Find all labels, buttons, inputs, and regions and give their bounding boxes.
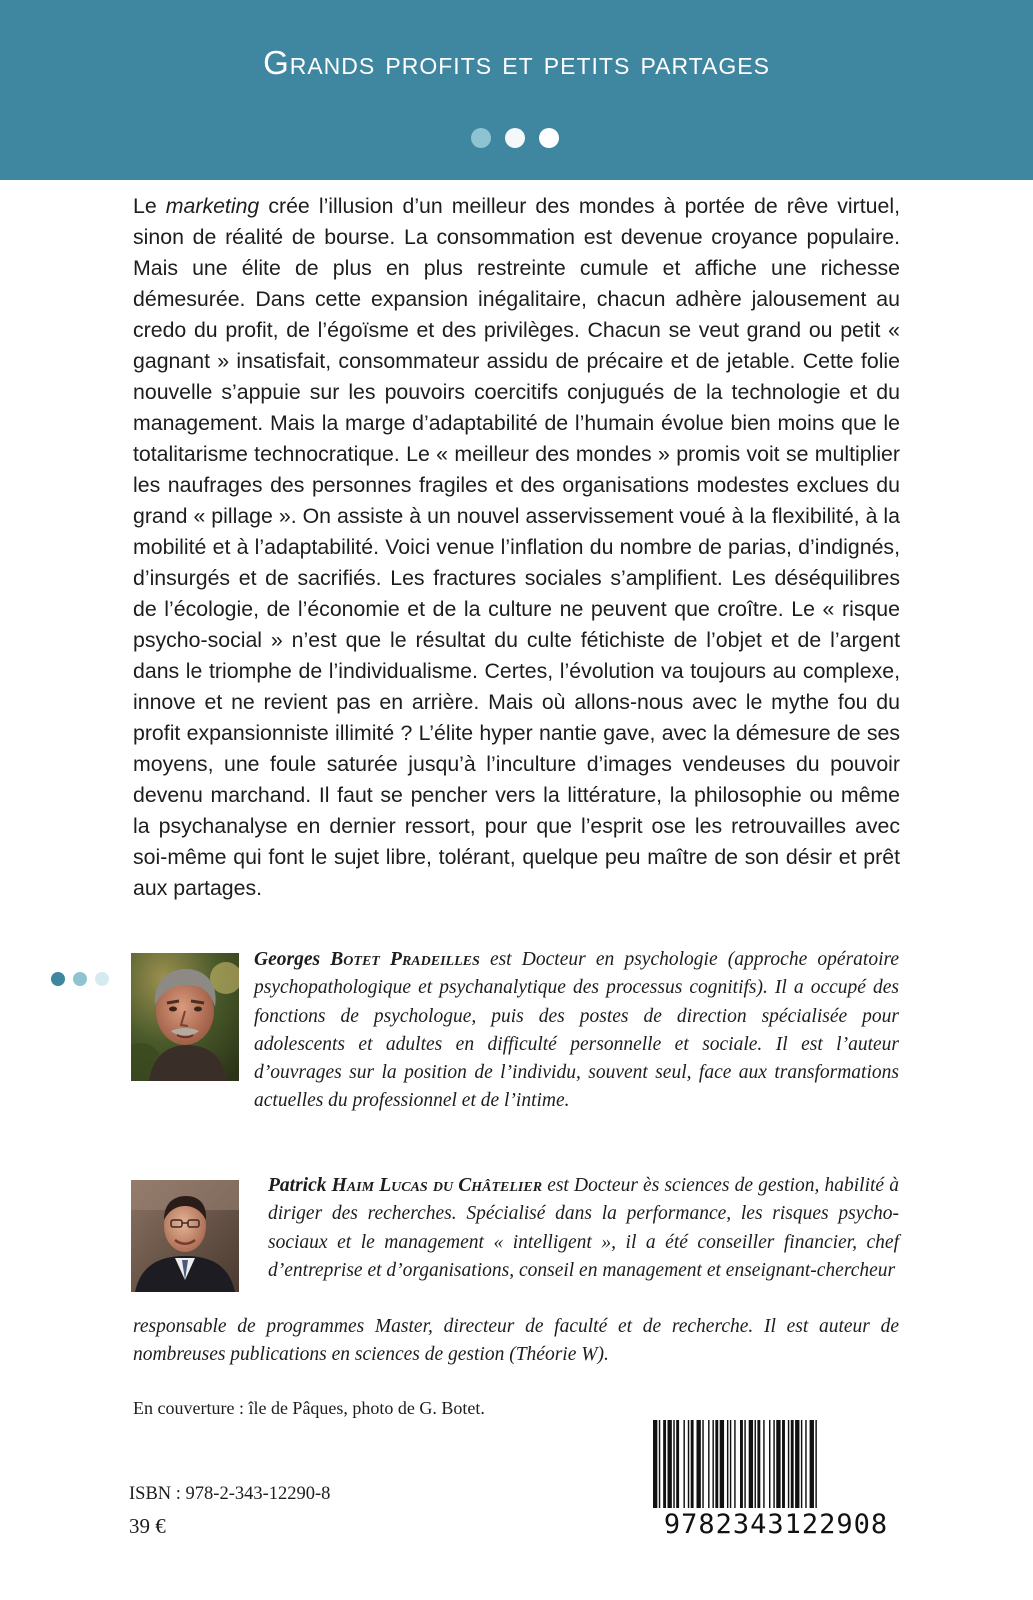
author-last-name-haim: Haim Lucas du Châtelier [331,1175,543,1196]
portrait-haim-image [131,1180,239,1292]
summary-part2: crée l’illusion d’un meilleur des mondes à portée de rêve virtuel, sinon de réalité de bourse. La consommation est devenue croyance populaire. Mais une élite de plus en plus restreinte cumule et affiche une richesse démesurée. Dans cette expansion inégalitaire, chacun adhère jalousement au credo du profit, de l’égoïsme et des privilèges. Chacun se veut grand ou petit « gagnant » insatisfait, consommateur assidu de précaire et de jetable. Cette folie nouvelle s’appuie sur les pouvoirs coercitifs conjugués de la technologie et du management. Mais la marge d’adaptabilité de l’humain évolue bien moins que le totalitarisme technocratique. Le « meilleur des mondes » promis voit se multiplier les naufrages des personnes fragiles et des organisations modestes exclues du grand « pillage ». On assiste à un nouvel asservissement voué à la flexibilité, à la mobilité et à l’adaptabilité. Voici venue l’inflation du nombre de parias, d’indignés, d’insurgés et de sacrifiés. Les fractures sociales s’amplifient. Les déséquilibres de l’écologie, de l’économie et de la culture ne peuvent que croître. Le « risque psycho-social » n’est que le résultat du culte fétichiste de l’objet et de l’argent dans le triomphe de l’individualisme. Certes, l’évolution va toujours au complexe, innove et ne revient pas en arrière. Mais où allons-nous avec le mythe fou du profit expansionniste illimité ? L’élite hyper nantie gave, avec la démesure de ses moyens, une foule saturée jusqu’à l’inculture d’images vendeuses du pouvoir devenu marchand. Il faut se pencher vers la littérature, la philosophie ou même la psychanalyse en dernier ressort, pour que l’esprit ose les retrouvailles avec soi-même qui font le sujet libre, tolérant, quelque peu maître de son désir et prêt aux partages. [133,194,901,900]
cover-credit: En couverture : île de Pâques, photo de G. Botet. [133,1398,485,1418]
title-dot-1 [471,128,491,148]
book-title: Grands profits et petits partages [263,44,770,81]
section-dot-3 [95,972,109,986]
summary-text [133,191,900,904]
author-bio-botet [254,946,899,1116]
author-bio-haim-top [268,1172,899,1285]
portrait-botet-image [131,953,239,1081]
barcode-digits: 9782343122908 [650,1508,902,1542]
author-first-name-haim: Patrick [268,1175,327,1196]
title-dot-2 [505,128,525,148]
author-last-name-botet: Botet Pradeilles [330,949,480,970]
author-bio-text-haim-part2: responsable de programmes Master, directeur de faculté et de recherche. Il est auteur de nombreuses publications en sciences de gestion (Théorie W). [133,1316,899,1366]
header-band [0,0,1033,180]
author-bio-haim-bottom [133,1313,899,1370]
author-first-name-botet: Georges [254,949,321,970]
section-dot-1 [51,972,65,986]
author-bio-text-haim-part1: est Docteur ès sciences de gestion, habilité à diriger des recherches. Spécialisé dans la performance, les risques psycho-sociaux et le management « intelligent », il a été conseiller financier, chef d’entreprise et d’organisations, conseil en management et enseignant-chercheur [268,1175,899,1281]
title-dot-3 [539,128,559,148]
price-label: 39 € [129,1514,166,1538]
author-bio-text-botet: est Docteur en psychologie (approche opératoire psychopathologique et psychanalytique des processus cognitifs). Il a occupé des fonctions de psychologue, puis des postes de direction spécialisée pour adolescents et adultes en difficulté personnelle et sociale. Il est l’auteur d’ouvrages sur la position de l’individu, souvent seul, face aux transformations actuelles du professionnel et de l’intime. [254,949,900,1112]
summary-emphasis: marketing [165,194,260,218]
summary-part1: Le [133,194,166,218]
isbn-label: ISBN : 978-2-343-12290-8 [129,1484,331,1504]
section-dot-2 [73,972,87,986]
author-photo-haim [131,1180,239,1292]
author-photo-botet [131,953,239,1081]
